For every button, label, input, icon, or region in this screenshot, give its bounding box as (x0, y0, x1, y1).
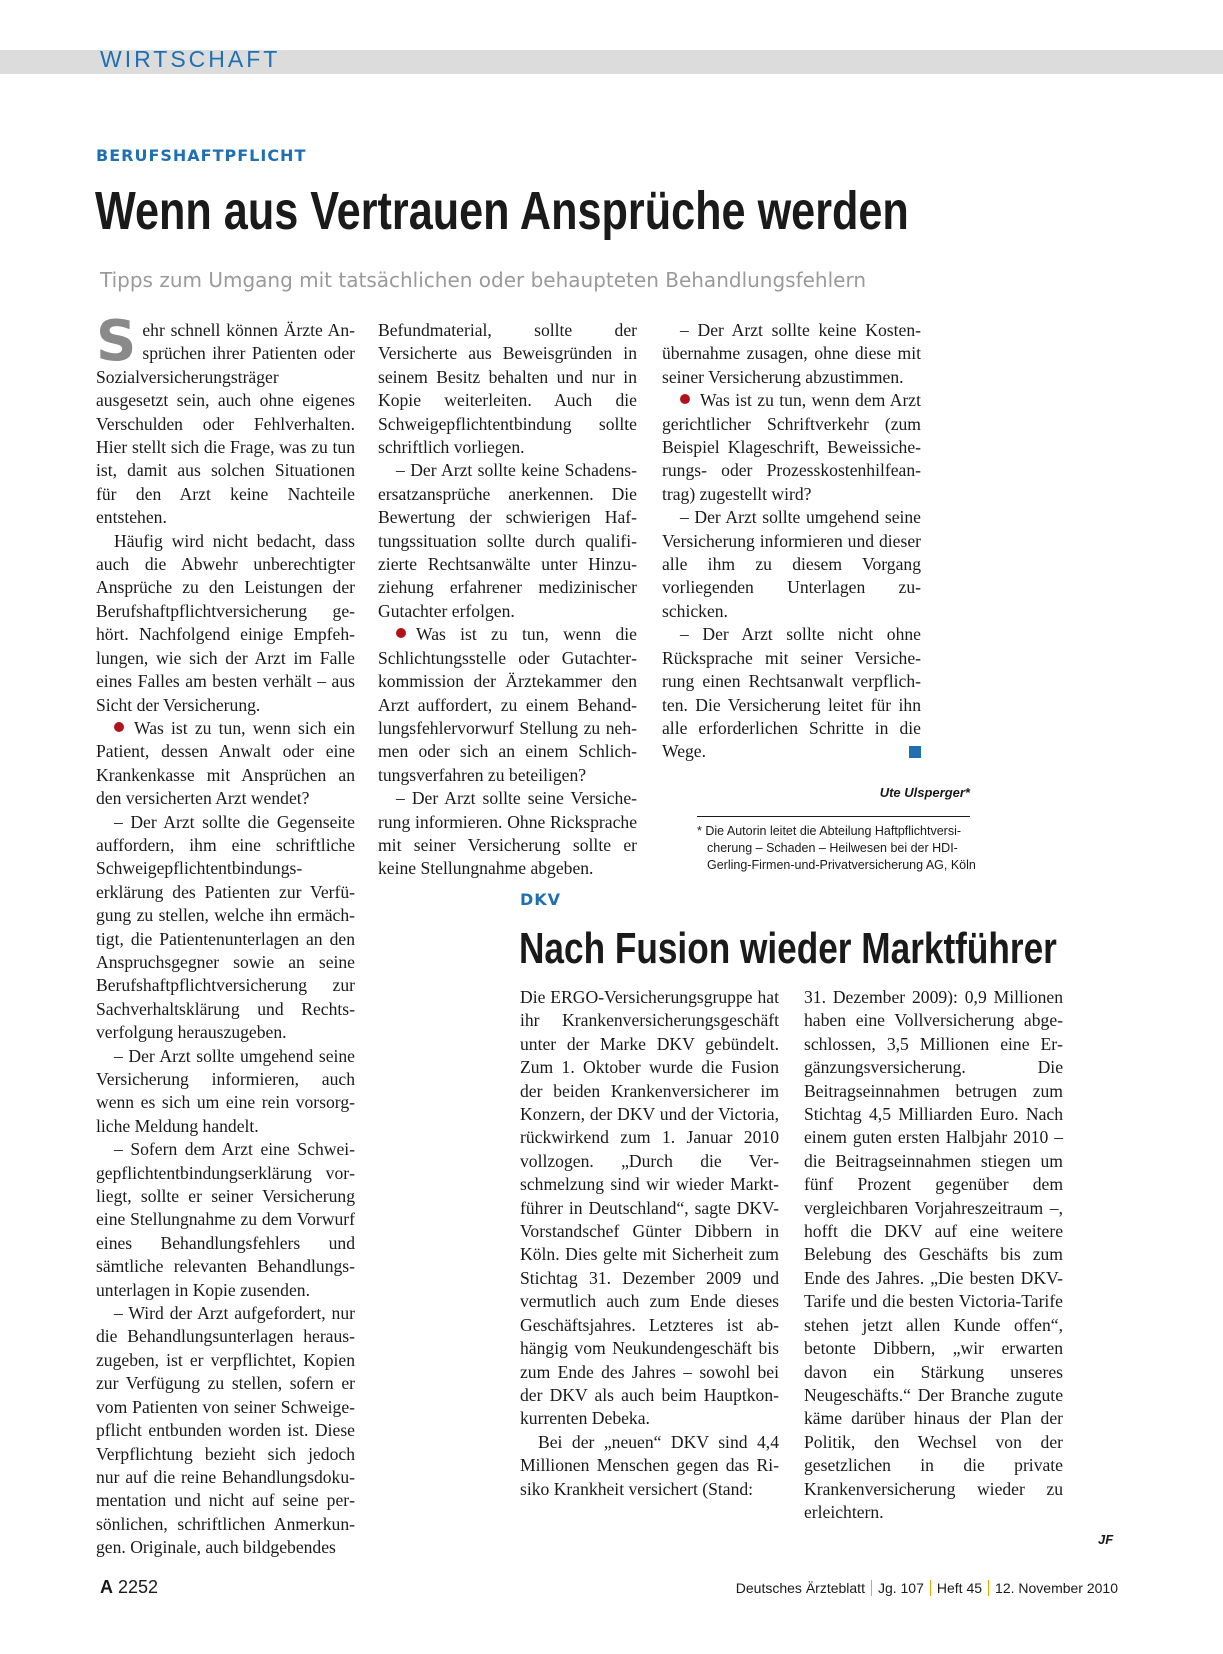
bullet-icon (114, 722, 124, 732)
paragraph: – Der Arzt sollte die Gegenseite auffordern, ihm eine schriftliche Schweigepflichtentbindungserklärung des Patienten zur Verfügung zu stellen, welche ihn ermächtigt, die Patientenunterlagen an den Anspruchsgegner sowie an seine Berufshaftpflichtversicherung zur Sachverhaltsklärung und Rechtsverfolgung herauszugeben. (96, 811, 355, 1043)
question-paragraph: Was ist zu tun, wenn sich ein Patient, dessen Anwalt oder eine Krankenkasse mit Ansprüchen an den versicherten Arzt wendet? (96, 717, 355, 809)
paragraph: – Der Arzt sollte keine Kostenübernahme zusagen, ohne diese mit seiner Versicherung abzustimmen. (662, 320, 921, 387)
paragraph: Die ERGO-Versicherungsgruppe hat ihr Krankenversicherungsgeschäft unter der Marke DKV gebündelt. Zum 1. Oktober wurde die Fusion der beiden Krankenversicherer im Konzern, der DKV und der Victoria, rückwirkend zum 1. Januar 2010 vollzogen. „Durch die Verschmelzung sind wir wieder Marktführer in Deutschland“, sagte DKV-Vorstandschef Günter Dibbern in Köln. Dies gelte mit Sicherheit zum Stichtag 31. Dezember 2009 und vermutlich auch zum Ende dieses Geschäftsjahres. Letzteres ist abhängig vom Neukundengeschäft bis zum Ende des Jahres – sowohl bei der DKV als auch beim Hauptkonkurrenten Debeka. (520, 987, 779, 1429)
journal-volume: Jg. 107 (877, 1580, 924, 1596)
article1-subtitle: Tipps zum Umgang mit tatsächlichen oder behaupteten Behandlungsfehlern (100, 268, 867, 292)
paragraph: – Der Arzt sollte umgehend seine Versicherung informieren und dieser alle ihm zu diesem Vorgang vorliegenden Unterlagen zuschicken. (662, 507, 921, 621)
paragraph: Befundmaterial, sollte der Versicherte aus Beweisgründen in seinem Besitz behalten und nur in Kopie weiterleiten. Auch die Schweigepflichtentbindung sollte schriftlich vorliegen. (378, 320, 637, 458)
paragraph: – Der Arzt sollte seine Versicherung informieren. Ohne Ricksprаche mit seiner Versicherung sollte er keine Stellungnahme abgeben. (378, 788, 637, 879)
dropcap: S (96, 309, 137, 374)
paragraph: 31. Dezember 2009): 0,9 Millionen haben eine Vollversicherung abgeschlossen, 3,5 Millionen eine Ergänzungsversicherung. Die Beitragseinnahmen betrugen zum Stichtag 4,5 Milliarden Euro. Nach einem guten ersten Halbjahr 2010 – die Beitragseinnahmen stiegen um fünf Prozent gegenüber dem vergleichbaren Vorjahreszeitraum –, hofft die DKV auf eine weitere Belebung des Geschäfts bis zum Ende des Jahres. „Die besten DKV-Tarife und die besten Victoria-Tarife stehen jetzt allen Kunde offen“, betonte Dibbern, „wir erwarten davon ein Stärkung unseres Neugeschäfts.“ Der Branche zugute käme darüber hinaus der Plan der Politik, den Wechsel von der gesetzlichen in die private Krankenversicherung wieder zu erleichtern. (804, 987, 1063, 1522)
page-number: A 2252 (100, 1577, 159, 1597)
article2-initials: JF (1098, 1532, 1114, 1547)
question-paragraph: Was ist zu tun, wenn dem Arzt gerichtlicher Schriftverkehr (zum Beispiel Klageschrift, Beweissicherungs- oder Prozesskostenhilfeantrag) zugestellt wird? (662, 390, 921, 504)
article1-kicker: BERUFSHAFTPFLICHT (96, 146, 307, 165)
author-signature: Ute Ulsperger* (879, 785, 970, 800)
article1-title: Wenn aus Vertrauen Ansprüche werden (95, 181, 909, 241)
paragraph: Bei der „neuen“ DKV sind 4,4 Millionen Menschen gegen das Risiko Krankheit versichert (Stand: (520, 1431, 779, 1499)
section-label: WIRTSCHAFT (100, 46, 281, 72)
footnote-line: cherung – Schaden – Heilwesen bei der HDI- (707, 841, 958, 855)
article1-column-3 (662, 319, 921, 764)
article2-title: Nach Fusion wieder Marktführer (519, 924, 1057, 973)
author-footnote (697, 823, 977, 874)
footer-separator (930, 1580, 931, 1596)
paragraph: – Wird der Arzt aufgefordert, nur die Behandlungsunterlagen herauszugeben, ist er verpflichtet, Kopien zur Verfügung zu stellen, sofern er vom Patienten von seiner Schweigepflicht entbunden worden ist. Diese Verpflichtung bezieht sich jedoch nur auf die reine Behandlungsdokumentation und nicht auf seine persönlichen, schriftlichen Anmerkungen. Originale, auch bildgebendes (96, 1303, 355, 1558)
paragraph: – Sofern dem Arzt eine Schweigepflichtentbindungserklärung vorliegt, sollte er seiner Versicherung eine Stellungnahme zu dem Vorwurf eines Behandlungsfehlers und sämtliche relevanten Behandlungsunterlagen in Kopie zusenden. (96, 1139, 355, 1300)
article2-column-1 (520, 986, 779, 1501)
footnote-line: * Die Autorin leitet die Abteilung Haftpflichtversi- (697, 824, 962, 838)
footer-separator (871, 1580, 872, 1596)
journal-date: 12. November 2010 (995, 1580, 1118, 1596)
journal-footer (736, 1580, 1118, 1596)
journal-name: Deutsches Ärzteblatt (735, 1580, 865, 1596)
footnote-divider (697, 816, 970, 817)
paragraph: Häufig wird nicht bedacht, dass auch die Abwehr unberechtigter Ansprüche zu den Leistungen der Berufshaftpflichtversicherung gehört. Nachfolgend einige Empfehlungen, wie sich der Arzt im Falle eines Falles am besten verhält – aus Sicht der Versicherung. (96, 530, 355, 715)
bullet-icon (396, 628, 406, 638)
article2-kicker: DKV (520, 890, 562, 909)
question-paragraph: Was ist zu tun, wenn die Schlichtungsstelle oder Gutachterkommission der Ärztekammer den Arzt auffordert, zu einem Behandlungsfehlervorwurf Stellung zu nehmen oder sich an einem Schlichtungsverfahren zu beteiligen? (378, 624, 637, 785)
article2-column-2 (804, 986, 1063, 1524)
footer-separator (988, 1580, 989, 1596)
journal-issue: Heft 45 (936, 1580, 983, 1596)
end-mark-icon (909, 746, 921, 758)
article1-column-2 (378, 319, 637, 881)
article1-column-1 (96, 309, 355, 1560)
paragraph: – Der Arzt sollte nicht ohne Rücksprache mit seiner Versicherung einen Rechtsanwalt verpflichten. Die Versicherung leitet für ihn alle erforderlichen Schritte in die Wege. (662, 624, 921, 762)
footnote-line: Gerling-Firmen-und-Privatversicherung AG, Köln (707, 858, 976, 872)
paragraph: Sehr schnell können Ärzte Ansprüchen ihrer Patienten oder Sozialversicherungsträger ausgesetzt sein, auch ohne eigenes Verschulden oder Fehlverhalten. Hier stellt sich die Frage, was zu tun ist, damit aus solchen Situationen für den Arzt keine Nachteile entstehen. (96, 309, 355, 528)
paragraph: – Der Arzt sollte keine Schadensersatzansprüche anerkennen. Die Bewertung der schwierigen Haftungssituation sollte durch qualifizierte Rechtsanwälte unter Hinzuziehung erfahrener medizinischer Gutachter erfolgen. (378, 460, 637, 621)
bullet-icon (680, 394, 690, 404)
paragraph: – Der Arzt sollte umgehend seine Versicherung informieren, auch wenn es sich um eine rein vorsorgliche Meldung handelt. (96, 1045, 355, 1136)
